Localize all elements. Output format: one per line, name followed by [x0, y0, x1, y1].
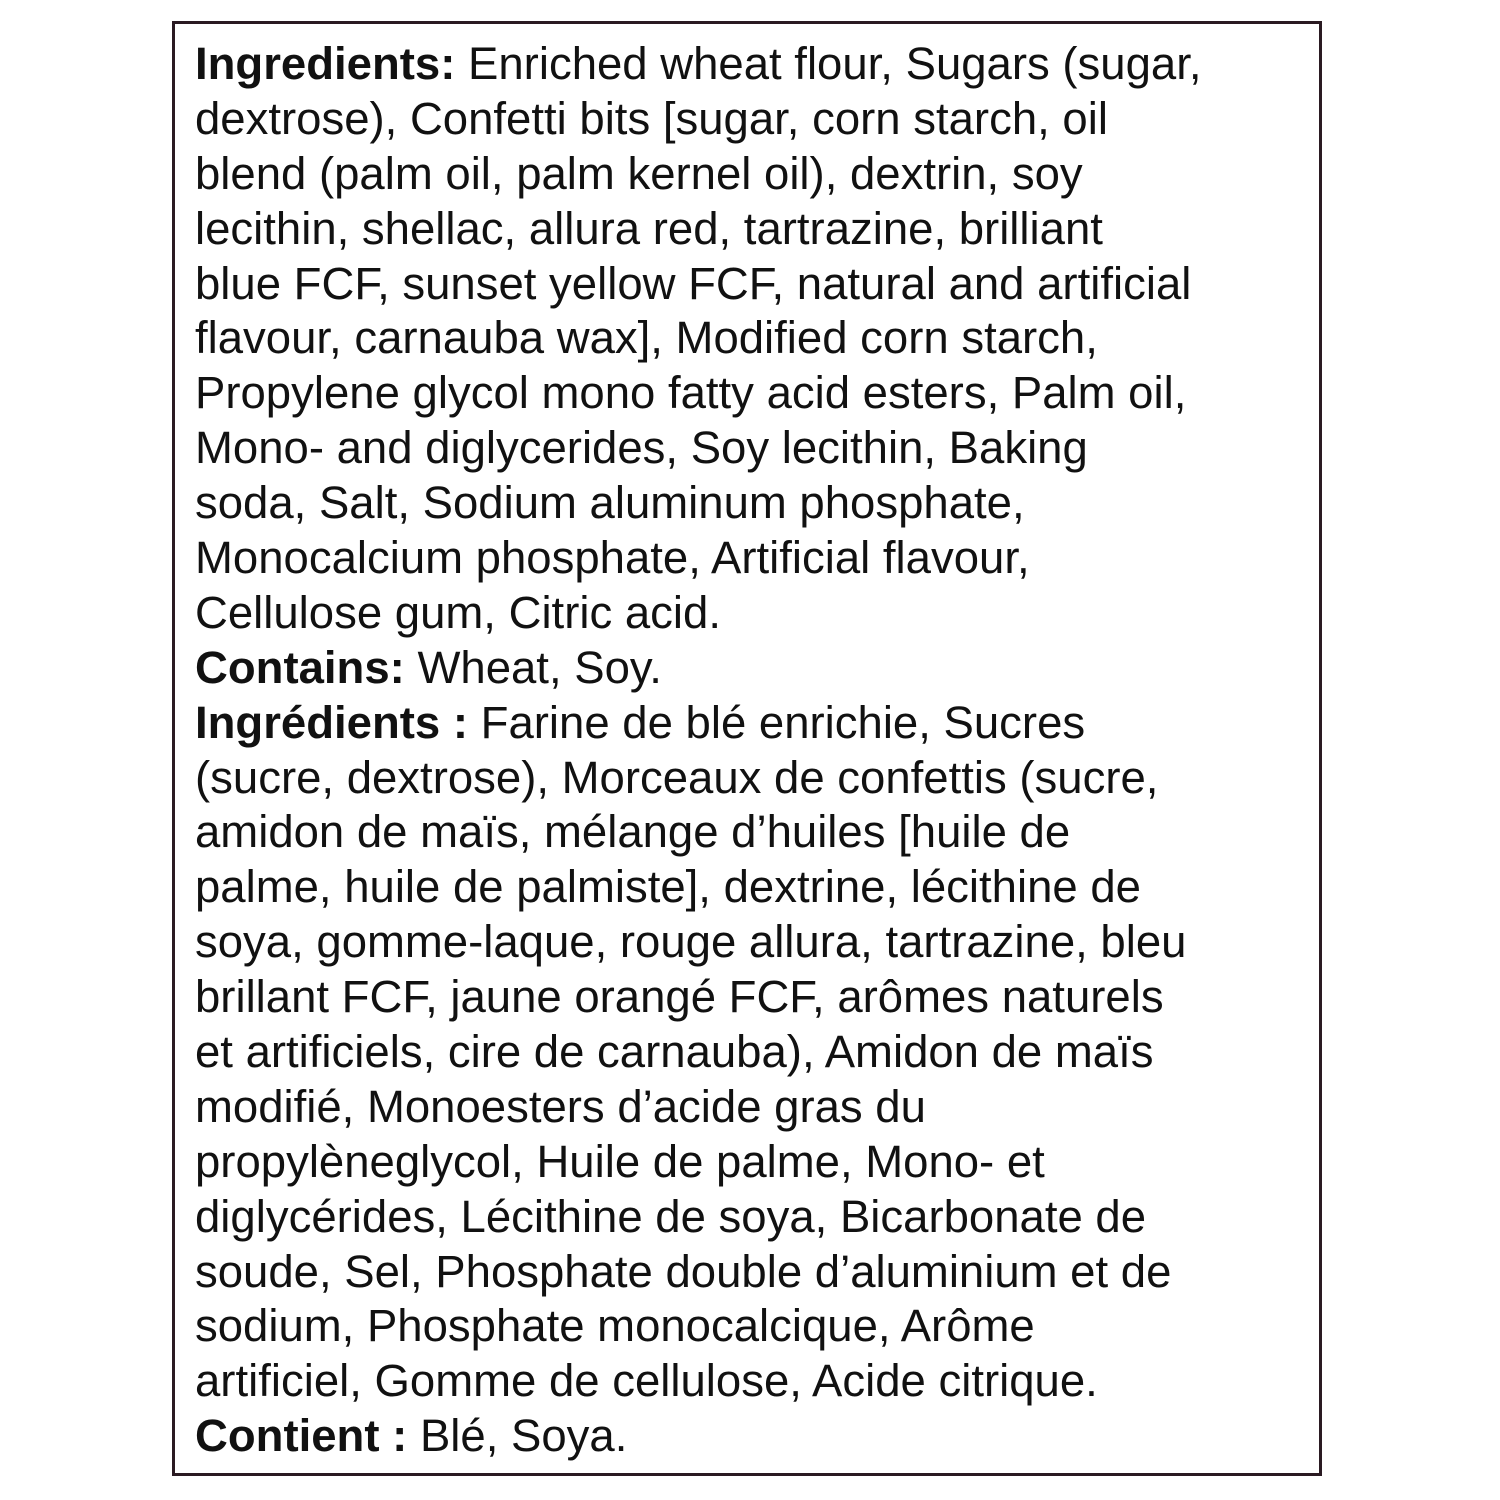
french-contains-heading: Contient :	[195, 1410, 408, 1462]
french-ingredients-line-6: brillant FCF, jaune orangé FCF, arômes naturels	[195, 971, 1164, 1023]
english-ingredients-line-3: blend (palm oil, palm kernel oil), dextrin, soy	[195, 147, 1083, 199]
english-ingredients-heading: Ingredients:	[195, 38, 456, 89]
french-ingredients-line-11: soude, Sel, Phosphate double d’aluminium et de	[195, 1245, 1172, 1297]
french-ingredients-line-13: artificiel, Gomme de cellulose, Acide citrique.	[195, 1355, 1098, 1407]
french-ingredients-text: Farine de blé enrichie, Sucres	[468, 696, 1086, 748]
french-ingredients-line-7: et artificiels, cire de carnauba), Amidon de maïs	[195, 1026, 1154, 1078]
english-ingredients-line-2: dextrose), Confetti bits [sugar, corn starch, oil	[195, 92, 1108, 144]
english-ingredients-line-1	[195, 37, 1305, 92]
french-ingredients-line-10: diglycérides, Lécithine de soya, Bicarbonate de	[195, 1190, 1147, 1242]
french-ingredients-line-5: soya, gomme-laque, rouge allura, tartrazine, bleu	[195, 916, 1187, 968]
english-ingredients-text: Enriched wheat flour, Sugars (sugar,	[455, 38, 1202, 89]
french-ingredients-line-2: (sucre, dextrose), Morceaux de confettis (sucre,	[195, 751, 1159, 803]
english-contains-heading: Contains:	[195, 641, 405, 693]
french-ingredients-line-12: sodium, Phosphate monocalcique, Arôme	[195, 1300, 1035, 1352]
french-ingredients-line-1	[195, 696, 1305, 751]
english-contains-text: Wheat, Soy.	[404, 641, 662, 693]
french-ingredients-heading: Ingrédients :	[195, 696, 469, 748]
english-ingredients-line-8: Mono- and diglycerides, Soy lecithin, Baking	[195, 422, 1088, 474]
french-ingredients-line-8: modifié, Monoesters d’acide gras du	[195, 1080, 926, 1132]
french-ingredients-line-9: propylèneglycol, Huile de palme, Mono- et	[195, 1135, 1045, 1187]
french-contains-statement	[195, 1409, 1305, 1464]
english-ingredients-line-9: soda, Salt, Sodium aluminum phosphate,	[195, 477, 1025, 529]
english-ingredients-line-7: Propylene glycol mono fatty acid esters, Palm oil,	[195, 367, 1187, 419]
english-ingredients-line-10: Monocalcium phosphate, Artificial flavour,	[195, 532, 1030, 584]
english-ingredients-line-5: blue FCF, sunset yellow FCF, natural and artificial	[195, 257, 1192, 309]
english-ingredients-line-11: Cellulose gum, Citric acid.	[195, 586, 721, 638]
french-ingredients-line-3: amidon de maïs, mélange d’huiles [huile de	[195, 806, 1071, 858]
french-contains-text: Blé, Soya.	[407, 1410, 628, 1462]
english-contains-statement	[195, 641, 1305, 696]
french-ingredients-line-4: palme, huile de palmiste], dextrine, lécithine de	[195, 861, 1141, 913]
english-ingredients-line-4: lecithin, shellac, allura red, tartrazine, brilliant	[195, 202, 1103, 254]
ingredients-label-panel	[172, 21, 1322, 1476]
english-ingredients-line-6: flavour, carnauba wax], Modified corn starch,	[195, 312, 1098, 364]
ingredients-label-text	[195, 37, 1305, 1464]
